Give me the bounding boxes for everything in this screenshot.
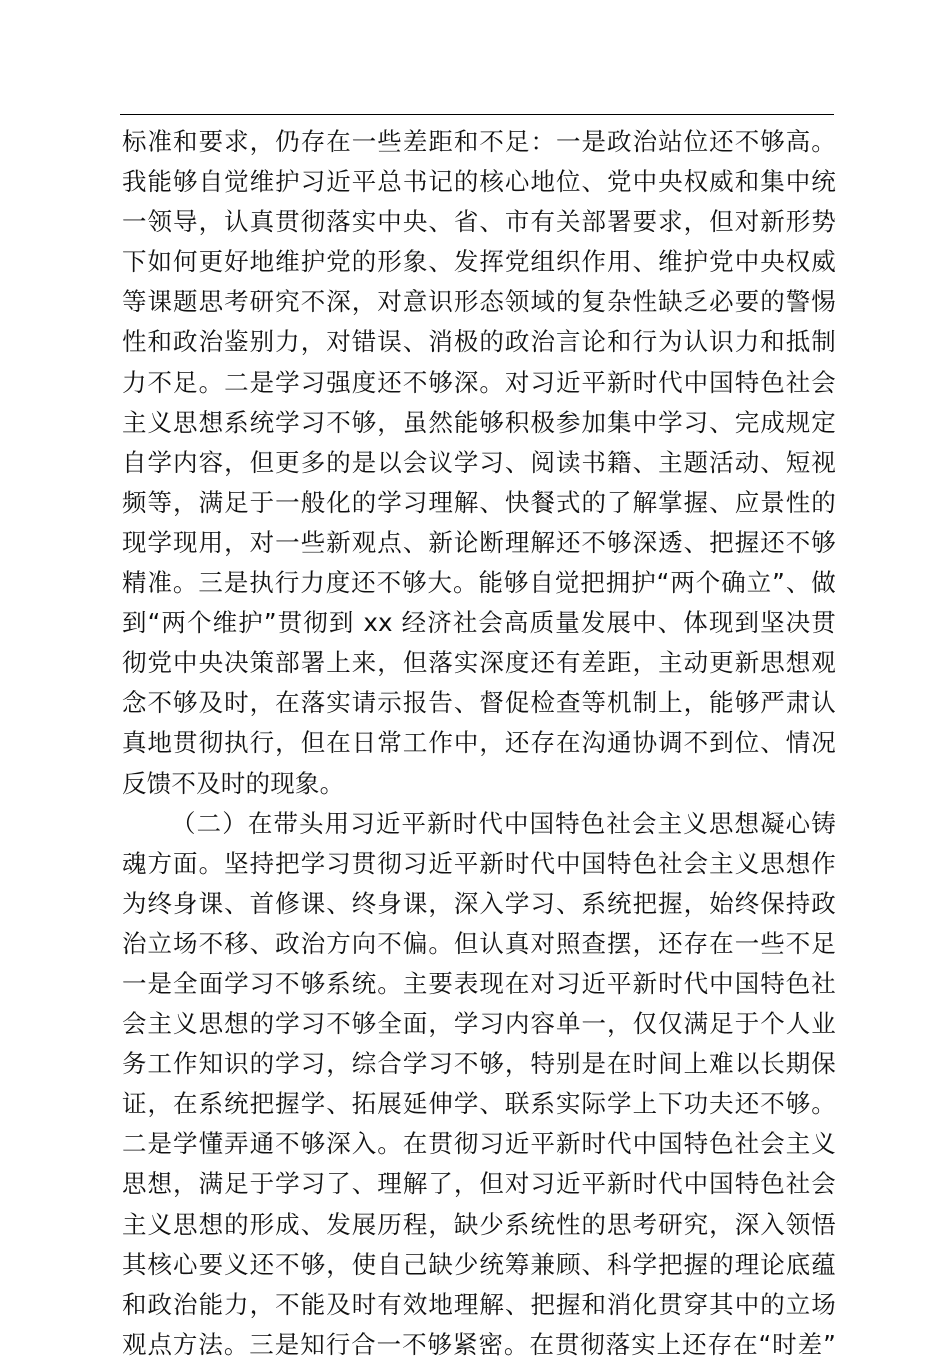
text-line: （二）在带头用习近平新时代中国特色社会主义思想凝心铸	[171, 808, 836, 838]
text-line: 我能够自觉维护习近平总书记的核心地位、党中央权威和集中统	[122, 167, 836, 197]
text-line: 等课题思考研究不深，对意识形态领域的复杂性缺乏必要的警惕	[122, 287, 836, 317]
text-line: 彻党中央决策部署上来，但落实深度还有差距，主动更新思想观	[122, 648, 836, 678]
text-line: 到“两个维护”贯彻到 xx 经济社会高质量发展中、体现到坚决贯	[122, 608, 836, 638]
text-line: 证，在系统把握学、拓展延伸学、联系实际学上下功夫还不够。	[122, 1089, 836, 1119]
text-line: 思想，满足于学习了、理解了，但对习近平新时代中国特色社会	[122, 1169, 836, 1199]
text-line: 一是全面学习不够系统。主要表现在对习近平新时代中国特色社	[122, 968, 836, 998]
text-line: 念不够及时，在落实请示报告、督促检查等机制上，能够严肃认	[122, 688, 836, 718]
text-line: 现学现用，对一些新观点、新论断理解还不够深透、把握还不够	[122, 527, 836, 557]
text-line: 务工作知识的学习，综合学习不够，特别是在时间上难以长期保	[122, 1049, 836, 1079]
text-line: 力不足。二是学习强度还不够深。对习近平新时代中国特色社会	[122, 367, 836, 397]
text-line: 主义思想的形成、发展历程，缺少系统性的思考研究，深入领悟	[122, 1209, 836, 1239]
text-line: 标准和要求，仍存在一些差距和不足：一是政治站位还不够高。	[122, 127, 836, 156]
text-line: 自学内容，但更多的是以会议学习、阅读书籍、主题活动、短视	[122, 447, 836, 477]
text-line: 其核心要义还不够，使自己缺少统筹兼顾、科学把握的理论底蕴	[122, 1249, 836, 1279]
text-line: 下如何更好地维护党的形象、发挥党组织作用、维护党中央权威	[122, 247, 836, 277]
text-line: 二是学懂弄通不够深入。在贯彻习近平新时代中国特色社会主义	[122, 1129, 836, 1159]
header-rule	[120, 114, 834, 115]
text-line: 频等，满足于一般化的学习理解、快餐式的了解掌握、应景性的	[122, 487, 836, 517]
text-line: 魂方面。坚持把学习贯彻习近平新时代中国特色社会主义思想作	[122, 848, 836, 878]
text-line: 为终身课、首修课、终身课，深入学习、系统把握，始终保持政	[122, 888, 836, 918]
text-line: 反馈不及时的现象。	[122, 768, 345, 798]
text-line: 治立场不移、政治方向不偏。但认真对照查摆，还存在一些不足	[122, 928, 836, 958]
document-body	[122, 122, 836, 1365]
text-line: 一领导，认真贯彻落实中央、省、市有关部署要求，但对新形势	[122, 207, 836, 237]
text-line: 性和政治鉴别力，对错误、消极的政治言论和行为认识力和抵制	[122, 327, 836, 357]
text-line: 真地贯彻执行，但在日常工作中，还存在沟通协调不到位、情况	[122, 728, 836, 758]
text-line: 观点方法。三是知行合一不够紧密。在贯彻落实上还存在“时差”	[122, 1329, 836, 1359]
text-line: 会主义思想的学习不够全面，学习内容单一，仅仅满足于个人业	[122, 1009, 836, 1039]
text-line: 精准。三是执行力度还不够大。能够自觉把拥护“两个确立”、做	[122, 568, 836, 598]
text-line: 主义思想系统学习不够，虽然能够积极参加集中学习、完成规定	[122, 407, 836, 437]
text-line: 和政治能力，不能及时有效地理解、把握和消化贯穿其中的立场	[122, 1289, 836, 1319]
